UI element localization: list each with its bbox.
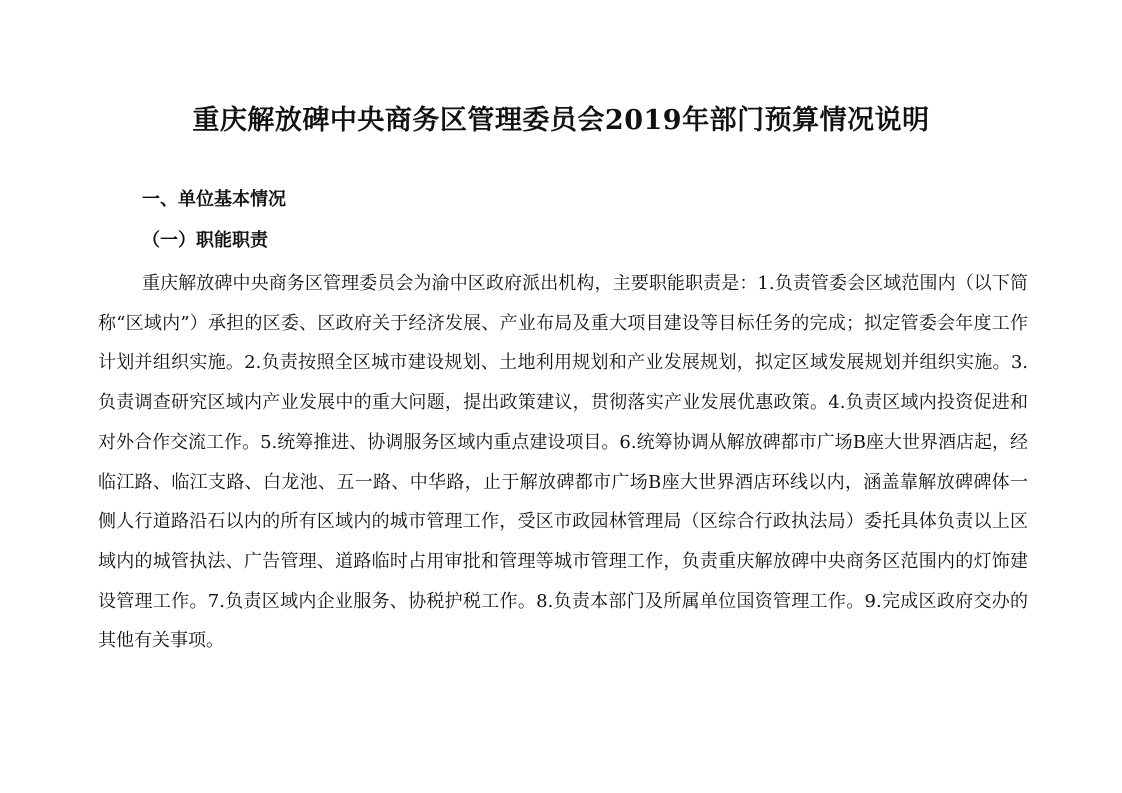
document-title: 重庆解放碑中央商务区管理委员会2019年部门预算情况说明 <box>192 105 930 136</box>
subsection-heading-functions: （一）职能职责 <box>142 230 268 251</box>
functions-paragraph: 重庆解放碑中央商务区管理委员会为渝中区政府派出机构，主要职能职责是：1.负责管委会区域范围内（以下简称“区域内”）承担的区委、区政府关于经济发展、产业布局及重大项目建设等目标任务的完成；拟定管委会年度工作计划并组织实施。2.负责按照全区城市建设规划、土地利用规划和产业发展规划，拟定区域发展规划并组织实施。3.负责调查研究区域内产业发展中的重大问题，提出政策建议，贯彻落实产业发展优惠政策。4.负责区域内投资促进和对外合作交流工作。5.统筹推进、协调服务区域内重点建设项目。6.统筹协调从解放碑都市广场B座大世界酒店起，经临江路、临江支路、白龙池、五一路、中华路，止于解放碑都市广场B座大世界酒店环线以内，涵盖靠解放碑碑体一侧人行道路沿石以内的所有区域内的城市管理工作，受区市政园林管理局（区综合行政执法局）委托具体负责以上区域内的城管执法、广告管理、道路临时占用审批和管理等城市管理工作，负责重庆解放碑中央商务区范围内的灯饰建设管理工作。7.负责区域内企业服务、协税护税工作。8.负责本部门及所属单位国资管理工作。9.完成区政府交办的其他有关事项。 <box>98 273 1028 652</box>
section-heading-basic-info: 一、单位基本情况 <box>142 189 286 210</box>
